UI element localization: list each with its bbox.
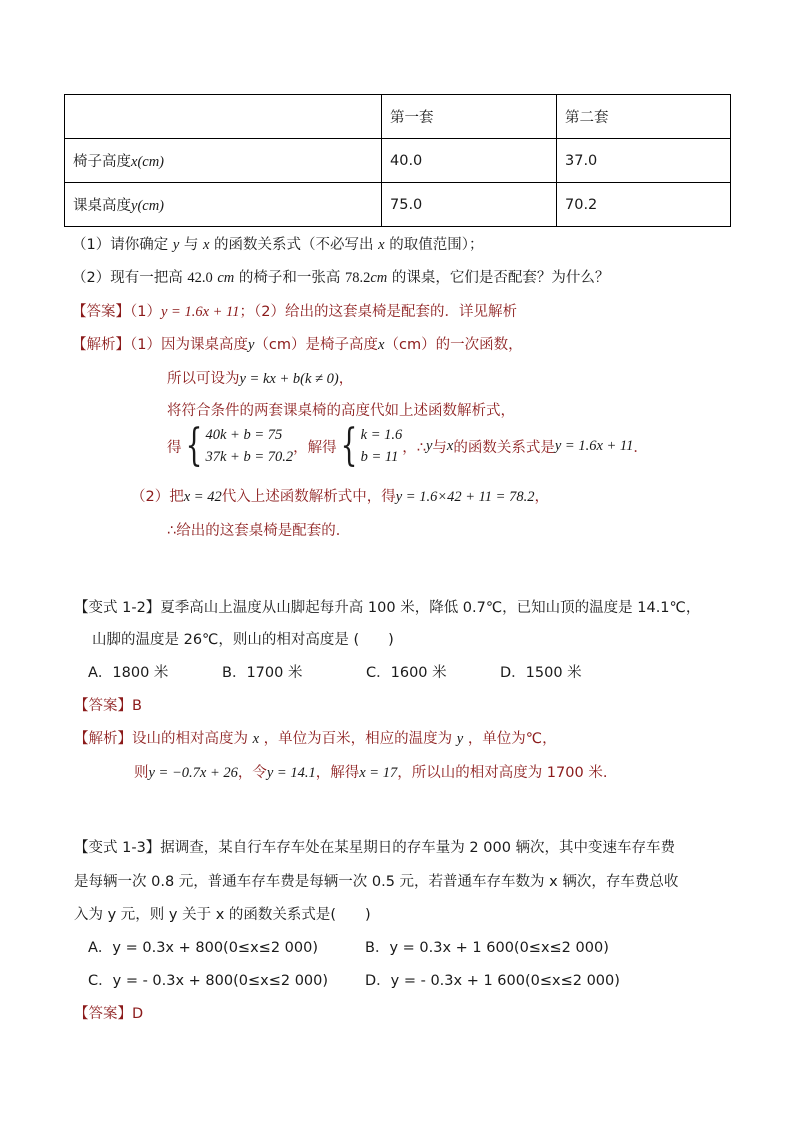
analysis-line-2: 所以可设为y = kx + b(k ≠ 0)，	[167, 371, 354, 387]
question-variant-1-2-cont: 山脚的温度是 26℃，则山的相对高度是 ( )	[92, 632, 394, 648]
table-header-cell: 第一套	[382, 95, 557, 139]
answer-tag: 【答案】	[72, 304, 130, 320]
question-tag: 【变式 1-3】	[74, 840, 161, 856]
answer-formula: y = 1.6x + 11	[160, 304, 240, 320]
table-cell: 70.2	[557, 183, 731, 227]
option-a: A．1800 米	[88, 665, 169, 681]
option-b: B．y = 0.3x + 1 600(0≤x≤2 000)	[365, 940, 609, 956]
question-variant-1-3: 【变式 1-3】据调查，某自行车存车处在某星期日的存车量为 2 000 辆次，其中变速车存车费	[74, 840, 676, 856]
table-cell: 40.0	[382, 139, 557, 183]
option-a: A．y = 0.3x + 800(0≤x≤2 000)	[88, 940, 318, 956]
table-row	[65, 183, 731, 227]
option-b: B．1700 米	[222, 665, 303, 681]
table-row-label: 课桌高度y(cm)	[65, 183, 382, 227]
answer-line: 【答案】D	[74, 1006, 144, 1022]
option-c: C．y = - 0.3x + 800(0≤x≤2 000)	[88, 973, 329, 989]
option-c: C．1600 米	[366, 665, 447, 681]
table-header-row	[65, 95, 731, 139]
table-header-cell: 第二套	[557, 95, 731, 139]
question-part-2: （2）现有一把高 42.0 cm 的椅子和一张高 78.2cm 的课桌，它们是否配套？为什么？	[72, 270, 610, 286]
solution-system: { k = 1.6 b = 11	[340, 420, 403, 471]
equation-system: { 40k + b = 75 37k + b = 70.2	[185, 420, 294, 471]
analysis-line-6: ∴给出的这套桌椅是配套的．	[167, 523, 351, 539]
analysis-line-1: 【解析】设山的相对高度为 x ，单位为百米，相应的温度为 y ，单位为℃，	[74, 731, 557, 747]
question-variant-1-3-line3: 入为 y 元，则 y 关于 x 的函数关系式是( )	[74, 907, 371, 923]
option-d: D．1500 米	[500, 665, 582, 681]
analysis-line-1: 【解析】（1）因为课桌高度y（cm）是椅子高度x（cm）的一次函数，	[72, 337, 523, 353]
table-cell: 75.0	[382, 183, 557, 227]
question-variant-1-2: 【变式 1-2】夏季高山上温度从山脚起每升高 100 米，降低 0.7℃，已知山顶的温度是 14.1℃，	[74, 600, 701, 616]
table-row	[65, 139, 731, 183]
analysis-line-2: 则y = −0.7x + 26，令y = 14.1，解得x = 17，所以山的相对高度为 1700 米.	[134, 765, 608, 781]
answer-tag: 【答案】	[74, 1006, 132, 1022]
analysis-tag: 【解析】	[74, 731, 132, 747]
option-d: D．y = - 0.3x + 1 600(0≤x≤2 000)	[365, 973, 620, 989]
analysis-line-4: 得 { 40k + b = 75 37k + b = 70.2 ，解得 { k = 1.6 b = 11 ，∴ y 与 x 的函数关系式是 y = 1.6x + 11 ．	[167, 420, 648, 471]
analysis-line-3: 将符合条件的两套课桌椅的高度代如上述函数解析式，	[167, 403, 515, 419]
answer-tag: 【答案】	[74, 698, 132, 714]
table-header-cell	[65, 95, 382, 139]
analysis-tag: 【解析】	[72, 337, 130, 353]
analysis-line-5: （2）把x = 42代入上述函数解析式中，得y = 1.6×42 + 11 = 78.2，	[131, 489, 549, 505]
table-cell: 37.0	[557, 139, 731, 183]
data-table	[64, 94, 731, 227]
table-row-label: 椅子高度x(cm)	[65, 139, 382, 183]
question-variant-1-3-line2: 是每辆一次 0.8 元，普通车存车费是每辆一次 0.5 元，若普通车存车数为 x 辆次，存车费总收	[74, 874, 679, 890]
question-tag: 【变式 1-2】	[74, 600, 161, 616]
answer-line: 【答案】（1）y = 1.6x + 11；（2）给出的这套桌椅是配套的．详见解析	[72, 304, 517, 320]
answer-line: 【答案】B	[74, 698, 142, 714]
question-part-1: （1）请你确定 y 与 x 的函数关系式（不必写出 x 的取值范围）；	[72, 237, 484, 253]
